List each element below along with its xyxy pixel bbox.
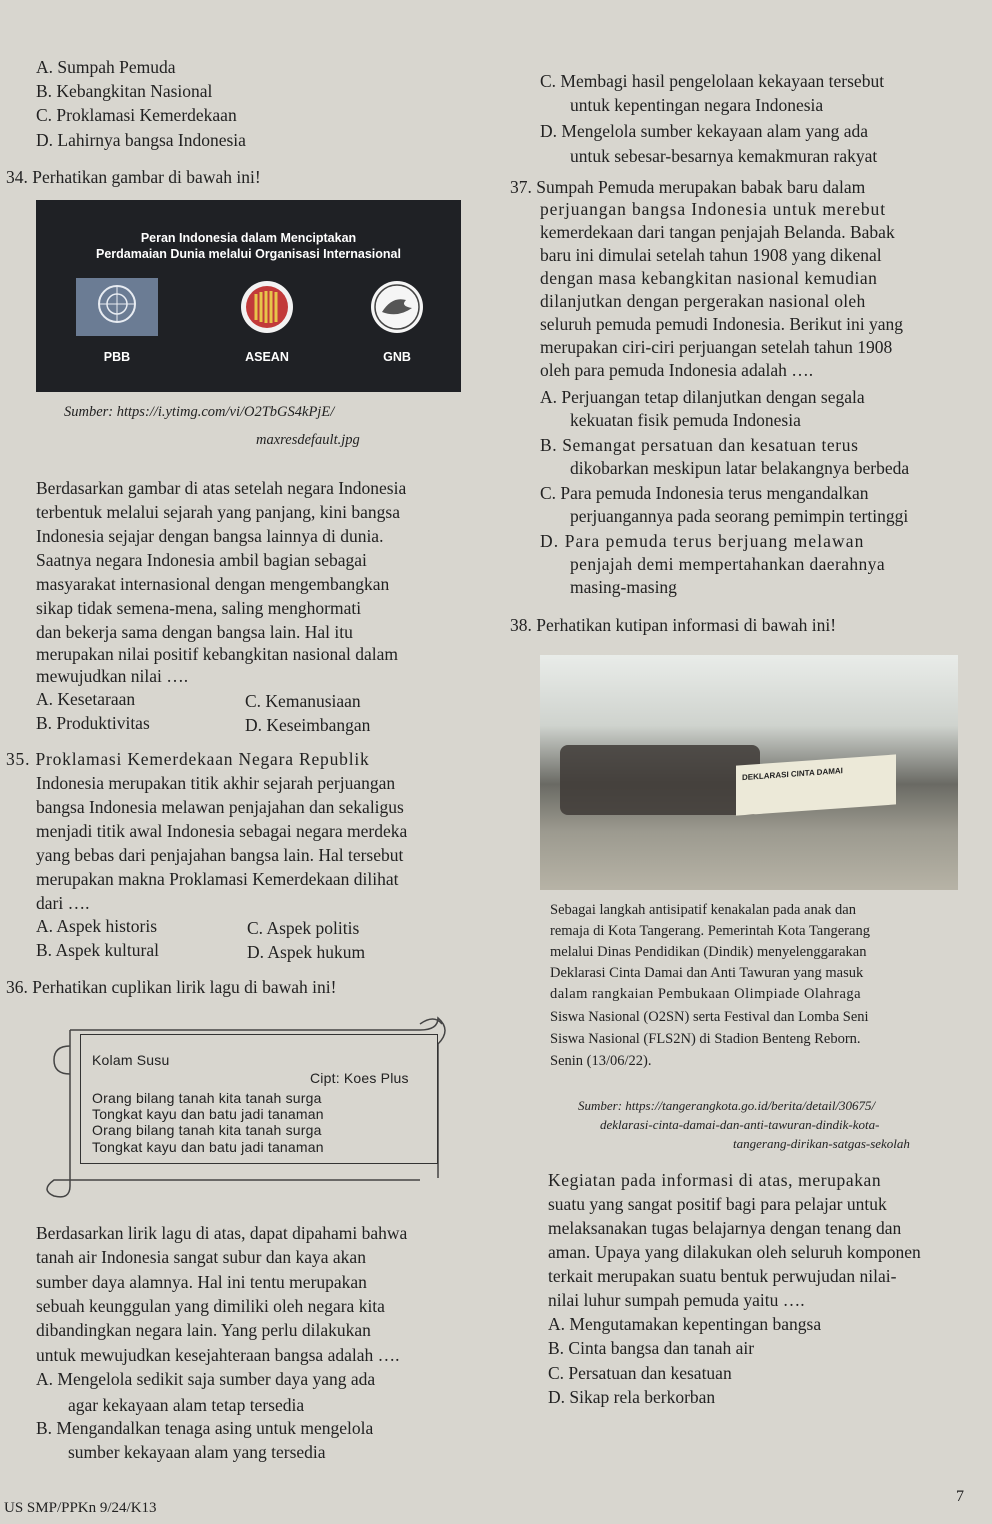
q35-line: Indonesia merupakan titik akhir sejarah perjuangan — [36, 773, 396, 793]
q37-option-d-line3: masing-masing — [570, 577, 677, 597]
page-number: 7 — [956, 1488, 964, 1505]
q34-image — [36, 200, 461, 392]
un-logo-icon — [76, 278, 158, 336]
gnb-logo-icon — [356, 278, 438, 336]
q37-option-a-line1: A. Perjuangan tetap dilanjutkan dengan segala — [540, 387, 865, 407]
q36-lyrics-scroll — [40, 1010, 458, 1200]
q34-label-pbb: PBB — [103, 350, 131, 364]
q35-line: 35. Proklamasi Kemerdekaan Negara Republik — [6, 749, 370, 769]
q37-line: dengan masa kebangkitan nasional kemudian — [540, 268, 878, 288]
q37-line: kemerdekaan dari tangan penjajah Belanda. Babak — [540, 222, 895, 242]
q35-line: merupakan makna Proklamasi Kemerdekaan dilihat — [36, 869, 399, 889]
q33-option-c-line1: C. Membagi hasil pengelolaan kekayaan tersebut — [540, 71, 885, 91]
q38-line: terkait merupakan suatu bentuk perwujudan nilai- — [548, 1266, 897, 1286]
q34-image-title-1: Peran Indonesia dalam Menciptakan — [140, 231, 357, 245]
q34-label-asean: ASEAN — [245, 350, 289, 364]
q33-option-a: A. Sumpah Pemuda — [36, 57, 176, 77]
q35-option-b: B. Aspek kultural — [36, 940, 159, 960]
q37-option-c-line2: perjuangannya pada seorang pemimpin tertinggi — [570, 506, 909, 526]
q37-line: merupakan ciri-ciri perjuangan setelah tahun 1908 — [540, 337, 893, 357]
q38-banner-text: DEKLARASI CINTA DAMAI — [742, 766, 843, 783]
q37-line: baru ini dimulai setelah tahun 1908 yang dikenal — [540, 245, 882, 265]
q33-option-b: B. Kebangkitan Nasional — [36, 81, 213, 101]
q37-option-d-line2: penjajah demi mempertahankan daerahnya — [570, 554, 885, 574]
q33-option-d-line1: D. Mengelola sumber kekayaan alam yang ada — [540, 121, 868, 141]
q36-line: untuk mewujudkan kesejahteraan bangsa adalah …. — [36, 1345, 400, 1365]
q34-label-gnb: GNB — [383, 350, 411, 364]
q37-line: perjuangan bangsa Indonesia untuk merebut — [540, 199, 886, 219]
q36-option-b-line1: B. Mengandalkan tenaga asing untuk mengelola — [36, 1418, 374, 1438]
q34-line: Indonesia sejajar dengan bangsa lainnya di dunia. — [36, 526, 384, 546]
q33-option-c: C. Proklamasi Kemerdekaan — [36, 105, 237, 125]
q38-option-d: D. Sikap rela berkorban — [548, 1387, 716, 1407]
q37-line: 37. Sumpah Pemuda merupakan babak baru dalam — [510, 177, 866, 197]
q37-line: dilanjutkan dengan pergerakan nasional oleh — [540, 291, 866, 311]
q38-source-line: Sumber: https://tangerangkota.go.id/berita/detail/30675/ — [578, 1098, 876, 1113]
q35-option-a: A. Aspek historis — [36, 916, 158, 936]
q38-photo — [540, 655, 958, 890]
q38-crowd-shape — [560, 745, 760, 815]
q35-line: yang bebas dari penjajahan bangsa lain. Hal tersebut — [36, 845, 404, 865]
q38-line: suatu yang sangat positif bagi para pelajar untuk — [548, 1194, 887, 1214]
q34-line: dan bekerja sama dengan bangsa lain. Hal itu — [36, 622, 353, 642]
q38-option-c: C. Persatuan dan kesatuan — [548, 1363, 732, 1383]
q36-composer: Cipt: Koes Plus — [310, 1070, 409, 1086]
q37-line: seluruh pemuda pemudi Indonesia. Berikut ini yang — [540, 314, 904, 334]
q35-line: dari …. — [36, 893, 90, 913]
q37-option-a-line2: kekuatan fisik pemuda Indonesia — [570, 410, 801, 430]
q37-line: oleh para pemuda Indonesia adalah …. — [540, 360, 814, 380]
q34-option-b: B. Produktivitas — [36, 713, 150, 733]
q36-song-title: Kolam Susu — [92, 1052, 170, 1068]
q36-option-b-line2: sumber kekayaan alam yang tersedia — [68, 1442, 326, 1462]
q38-caption-line: Siswa Nasional (FLS2N) di Stadion Benteng Reborn. — [550, 1031, 861, 1047]
q36-prompt: 36. Perhatikan cuplikan lirik lagu di bawah ini! — [6, 977, 337, 997]
q38-caption-line: dalam rangkaian Pembukaan Olimpiade Olahraga — [550, 986, 862, 1002]
footer-code: US SMP/PPKn 9/24/K13 — [4, 1500, 157, 1516]
q38-source-line: deklarasi-cinta-damai-dan-anti-tawuran-dindik-kota- — [600, 1117, 880, 1132]
q37-option-b-line1: B. Semangat persatuan dan kesatuan terus — [540, 435, 859, 455]
q38-caption-line: Siswa Nasional (O2SN) serta Festival dan Lomba Seni — [550, 1009, 869, 1025]
q38-line: melaksanakan tugas belajarnya dengan tenang dan — [548, 1218, 902, 1238]
q34-prompt: 34. Perhatikan gambar di bawah ini! — [6, 167, 261, 187]
q33-option-d-line2: untuk sebesar-besarnya kemakmuran rakyat — [570, 146, 878, 166]
q35-line: menjadi titik awal Indonesia sebagai negara merdeka — [36, 821, 408, 841]
q34-line: sikap tidak semena-mena, saling menghormati — [36, 598, 362, 618]
q33-option-d: D. Lahirnya bangsa Indonesia — [36, 130, 246, 150]
q38-line: aman. Upaya yang dilakukan oleh seluruh komponen — [548, 1242, 921, 1262]
q36-option-a-line2: agar kekayaan alam tetap tersedia — [68, 1395, 305, 1415]
q36-line: dibandingkan negara lain. Yang perlu dilakukan — [36, 1320, 371, 1340]
q36-line: tanah air Indonesia sangat subur dan kaya akan — [36, 1247, 366, 1267]
q35-line: bangsa Indonesia melawan penjajahan dan sekaligus — [36, 797, 404, 817]
q35-option-d: D. Aspek hukum — [247, 942, 366, 962]
q37-option-c-line1: C. Para pemuda Indonesia terus mengandalkan — [540, 483, 869, 503]
q36-line: sebuah keunggulan yang dimiliki oleh negara kita — [36, 1296, 385, 1316]
q36-option-a-line1: A. Mengelola sedikit saja sumber daya yang ada — [36, 1369, 376, 1389]
q38-prompt: 38. Perhatikan kutipan informasi di bawah ini! — [510, 615, 837, 635]
q34-source-1: Sumber: https://i.ytimg.com/vi/O2TbGS4kPjE/ — [64, 404, 335, 420]
q34-line: mewujudkan nilai …. — [36, 666, 189, 686]
q38-banner — [736, 754, 896, 815]
q38-caption-line: Deklarasi Cinta Damai dan Anti Tawuran yang masuk — [550, 965, 864, 981]
asean-logo-icon — [226, 278, 308, 336]
q38-line: Kegiatan pada informasi di atas, merupakan — [548, 1170, 882, 1190]
q36-line: sumber daya alamnya. Hal ini tentu merupakan — [36, 1272, 367, 1292]
q34-line: Saatnya negara Indonesia ambil bagian sebagai — [36, 550, 367, 570]
q36-lyric-line: Orang bilang tanah kita tanah surga — [92, 1090, 322, 1106]
q36-line: Berdasarkan lirik lagu di atas, dapat dipahami bahwa — [36, 1223, 408, 1243]
q36-lyric-line: Orang bilang tanah kita tanah surga — [92, 1122, 322, 1138]
q34-line: masyarakat internasional dengan mengembangkan — [36, 574, 390, 594]
q35-option-c: C. Aspek politis — [247, 918, 360, 938]
q38-line: nilai luhur sumpah pemuda yaitu …. — [548, 1290, 805, 1310]
q37-option-b-line2: dikobarkan meskipun latar belakangnya berbeda — [570, 458, 910, 478]
q37-option-d-line1: D. Para pemuda terus berjuang melawan — [540, 531, 865, 551]
q38-caption-line: Senin (13/06/22). — [550, 1053, 652, 1069]
q36-lyric-line: Tongkat kayu dan batu jadi tanaman — [92, 1106, 324, 1122]
q36-lyric-line: Tongkat kayu dan batu jadi tanaman — [92, 1139, 324, 1155]
q34-option-a: A. Kesetaraan — [36, 689, 136, 709]
q34-line: Berdasarkan gambar di atas setelah negara Indonesia — [36, 478, 407, 498]
q34-line: merupakan nilai positif kebangkitan nasional dalam — [36, 644, 399, 664]
q34-image-title-2: Perdamaian Dunia melalui Organisasi Internasional — [96, 247, 401, 261]
q38-option-a: A. Mengutamakan kepentingan bangsa — [548, 1314, 822, 1334]
q34-source-2: maxresdefault.jpg — [256, 432, 360, 448]
q38-caption-line: melalui Dinas Pendidikan (Dindik) menyelenggarakan — [550, 944, 867, 960]
q34-option-d: D. Keseimbangan — [245, 715, 371, 735]
q38-caption-line: remaja di Kota Tangerang. Pemerintah Kota Tangerang — [550, 923, 870, 939]
q38-source-line: tangerang-dirikan-satgas-sekolah — [733, 1136, 910, 1151]
q38-option-b: B. Cinta bangsa dan tanah air — [548, 1338, 755, 1358]
q34-line: terbentuk melalui sejarah yang panjang, kini bangsa — [36, 502, 400, 522]
q38-caption-line: Sebagai langkah antisipatif kenakalan pada anak dan — [550, 902, 856, 918]
q33-option-c-line2: untuk kepentingan negara Indonesia — [570, 95, 824, 115]
q34-option-c: C. Kemanusiaan — [245, 691, 361, 711]
